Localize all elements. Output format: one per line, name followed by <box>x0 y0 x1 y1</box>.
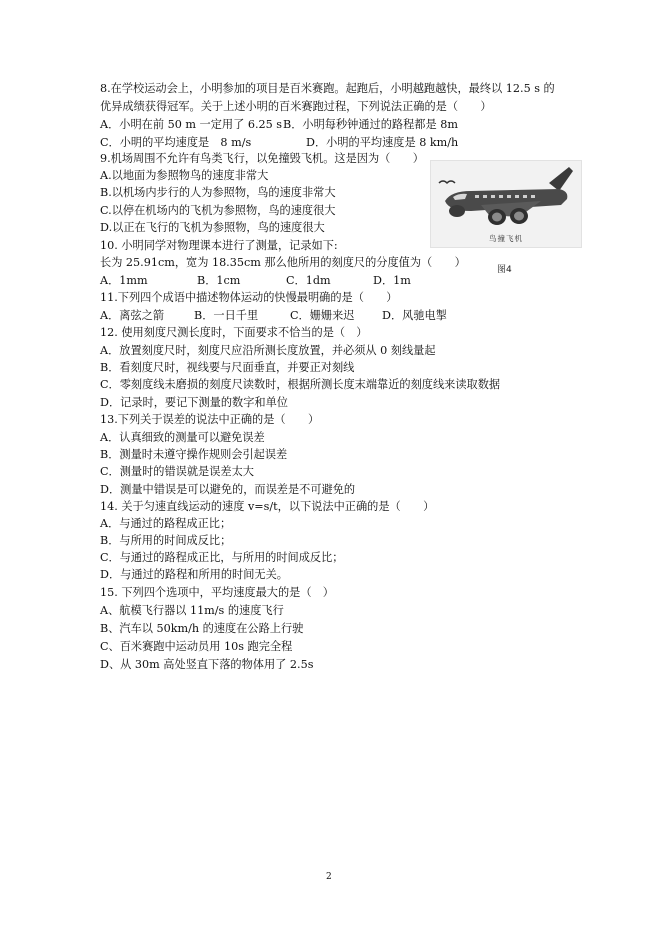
bird-strike-figure <box>430 160 582 248</box>
q14-option-c: C．与通过的路程成正比，与所用的时间成反比； <box>100 551 344 564</box>
q9-option-d: D.以正在飞行的飞机为参照物，鸟的速度很大 <box>100 221 325 234</box>
q8-stem-line2: 优异成绩获得冠军。关于上述小明的百米赛跑过程，下列说法正确的是（ ） <box>100 100 492 113</box>
q11-stem: 11.下列四个成语中描述物体运动的快慢最明确的是（ ） <box>100 291 398 304</box>
figure-caption: 鸟撞飞机 <box>489 234 523 243</box>
q11-option-a: A．离弦之箭 <box>100 309 165 322</box>
q9-option-a: A.以地面为参照物鸟的速度非常大 <box>100 169 269 182</box>
q13-option-d: D．测量中错误是可以避免的，而误差是不可避免的 <box>100 483 356 496</box>
q9-option-b: B.以机场内步行的人为参照物，鸟的速度非常大 <box>100 186 336 199</box>
page-number: 2 <box>326 872 332 882</box>
q12-option-c: C．零刻度线未磨损的刻度尺读数时，根据所测长度末端靠近的刻度线来读取数据 <box>100 378 501 391</box>
q13-stem: 13.下列关于误差的说法中正确的是（ ） <box>100 413 320 426</box>
q14-stem: 14. 关于匀速直线运动的速度 v=s/t，以下说法中正确的是（ ） <box>100 500 435 513</box>
q9-option-c: C.以停在机场内的飞机为参照物，鸟的速度很大 <box>100 204 336 217</box>
q10-option-d: D．1m <box>373 274 411 287</box>
q9-stem: 9.机场周围不允许有鸟类飞行，以免撞毁飞机。这是因为（ ） <box>100 152 424 165</box>
q8-option-d: D．小明的平均速度是 8 km/h <box>306 136 459 149</box>
q8-option-b: B．小明每秒钟通过的路程都是 8m <box>283 118 458 131</box>
q15-option-d: D、从 30m 高处竖直下落的物体用了 2.5s <box>100 658 314 671</box>
q14-option-d: D．与通过的路程和所用的时间无关。 <box>100 568 288 581</box>
q8-option-c: C．小明的平均速度是 8 m/s <box>100 136 252 149</box>
q13-option-c: C．测量时的错误就是误差太大 <box>100 465 254 478</box>
q11-option-d: D．风驰电掣 <box>382 309 447 322</box>
q8-option-a: A．小明在前 50 m 一定用了 6.25 s <box>100 118 283 131</box>
q13-option-b: B．测量时未遵守操作规则会引起误差 <box>100 448 288 461</box>
q10-stem-line1: 10. 小明同学对物理课本进行了测量，记录如下: <box>100 239 338 252</box>
q15-option-c: C、百米赛跑中运动员用 10s 跑完全程 <box>100 640 293 653</box>
q11-option-b: B．一日千里 <box>194 309 259 322</box>
q10-stem-line2: 长为 25.91cm，宽为 18.35cm 那么他所用的刻度尺的分度值为（ ） <box>100 256 466 269</box>
q15-option-b: B、汽车以 50km/h 的速度在公路上行驶 <box>100 622 304 635</box>
q8-stem-line1: 8.在学校运动会上，小明参加的项目是百米赛跑。起跑后，小明越跑越快，最终以 12.5 s 的 <box>100 82 555 95</box>
q12-option-b: B．看刻度尺时，视线要与尺面垂直，并要正对刻线 <box>100 361 355 374</box>
q12-stem: 12. 使用刻度尺测长度时，下面要求不恰当的是（ ） <box>100 326 368 339</box>
q15-option-a: A、航模飞行器以 11m/s 的速度飞行 <box>100 604 284 617</box>
q14-option-b: B．与所用的时间成反比； <box>100 534 232 547</box>
q12-option-a: A．放置刻度尺时，刻度尺应沿所测长度放置，并必须从 0 刻线量起 <box>100 344 436 357</box>
q15-stem: 15. 下列四个选项中，平均速度最大的是（ ） <box>100 586 334 599</box>
q10-option-c: C．1dm <box>286 274 331 287</box>
q10-option-b: B．1cm <box>197 274 241 287</box>
figure-number: 图4 <box>497 265 512 275</box>
q14-option-a: A．与通过的路程成正比； <box>100 517 232 530</box>
q13-option-a: A．认真细致的测量可以避免误差 <box>100 431 265 444</box>
q12-option-d: D．记录时，要记下测量的数字和单位 <box>100 396 288 409</box>
q10-option-a: A．1mm <box>100 274 148 287</box>
q11-option-c: C．姗姗来迟 <box>290 309 355 322</box>
